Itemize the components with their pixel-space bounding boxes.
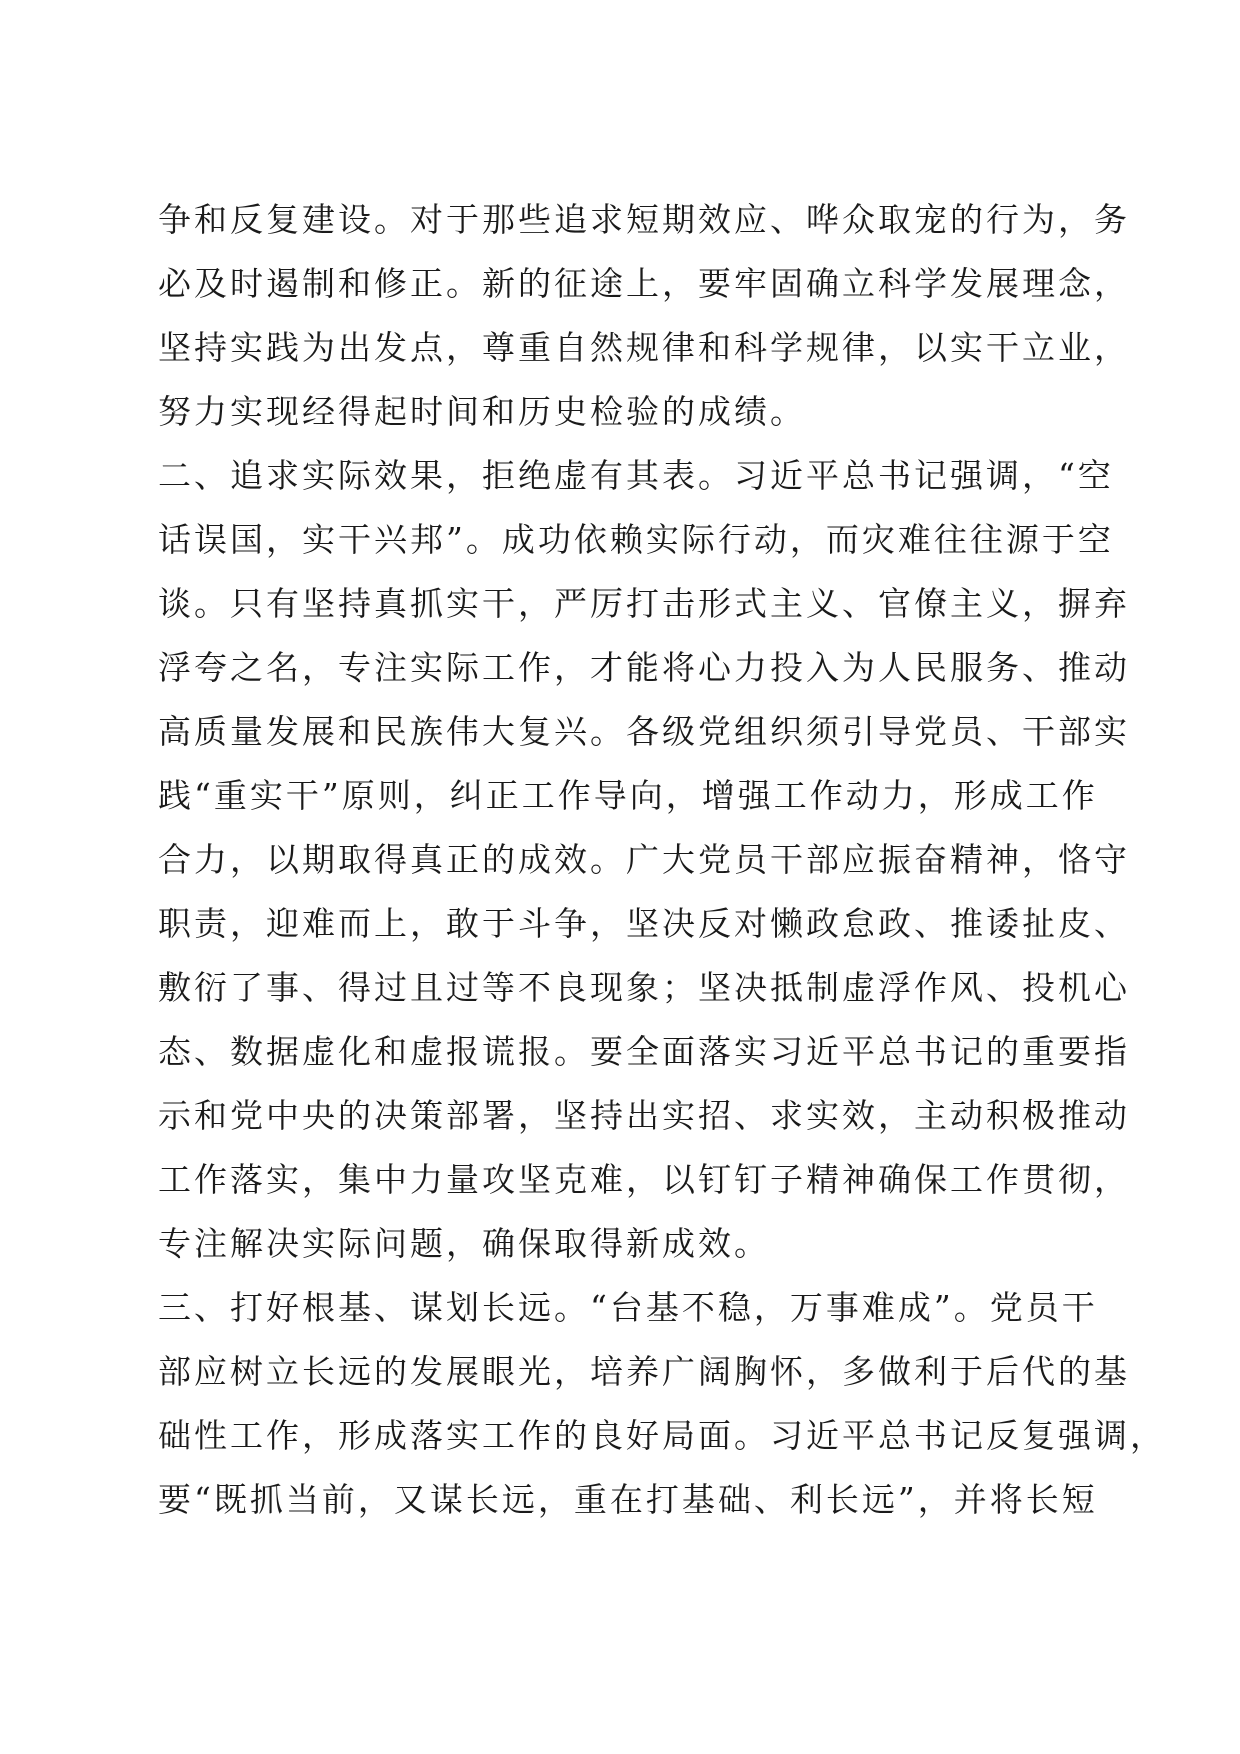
text-line: 坚持实践为出发点，尊重自然规律和科学规律，以实干立业， (158, 328, 1130, 367)
text-line: 敷衍了事、得过且过等不良现象；坚决抵制虚浮作风、投机心 (158, 968, 1130, 1007)
text-line: 高质量发展和民族伟大复兴。各级党组织须引导党员、干部实 (158, 712, 1130, 751)
text-line: 础性工作，形成落实工作的良好局面。习近平总书记反复强调， (158, 1416, 1166, 1455)
text-line: 合力，以期取得真正的成效。广大党员干部应振奋精神，恪守 (158, 840, 1130, 879)
text-line: 谈。只有坚持真抓实干，严厉打击形式主义、官僚主义，摒弃 (158, 584, 1130, 623)
text-line: 浮夸之名，专注实际工作，才能将心力投入为人民服务、推动 (158, 648, 1130, 687)
text-line: 话误国，实干兴邦”。成功依赖实际行动，而灾难往往源于空 (158, 520, 1114, 559)
text-line: 专注解决实际问题，确保取得新成效。 (158, 1224, 770, 1263)
text-line: 要“既抓当前，又谋长远，重在打基础、利长远”，并将长短 (158, 1480, 1098, 1519)
section-two-heading-line: 二、追求实际效果，拒绝虚有其表。习近平总书记强调，“空 (158, 456, 1114, 495)
body-text (158, 188, 1166, 1532)
text-line: 态、数据虚化和虚报谎报。要全面落实习近平总书记的重要指 (158, 1032, 1130, 1071)
text-line: 职责，迎难而上，敢于斗争，坚决反对懒政怠政、推诿扯皮、 (158, 904, 1130, 943)
text-line: 部应树立长远的发展眼光，培养广阔胸怀，多做利于后代的基 (158, 1352, 1130, 1391)
text-line: 必及时遏制和修正。新的征途上，要牢固确立科学发展理念， (158, 264, 1130, 303)
text-line: 争和反复建设。对于那些追求短期效应、哗众取宠的行为，务 (158, 200, 1130, 239)
text-line: 践“重实干”原则，纠正工作导向，增强工作动力，形成工作 (158, 776, 1098, 815)
text-line: 示和党中央的决策部署，坚持出实招、求实效，主动积极推动 (158, 1096, 1130, 1135)
text-line: 努力实现经得起时间和历史检验的成绩。 (158, 392, 806, 431)
text-line: 工作落实，集中力量攻坚克难，以钉钉子精神确保工作贯彻， (158, 1160, 1130, 1199)
section-three-heading-line: 三、打好根基、谋划长远。“台基不稳，万事难成”。党员干 (158, 1288, 1098, 1327)
